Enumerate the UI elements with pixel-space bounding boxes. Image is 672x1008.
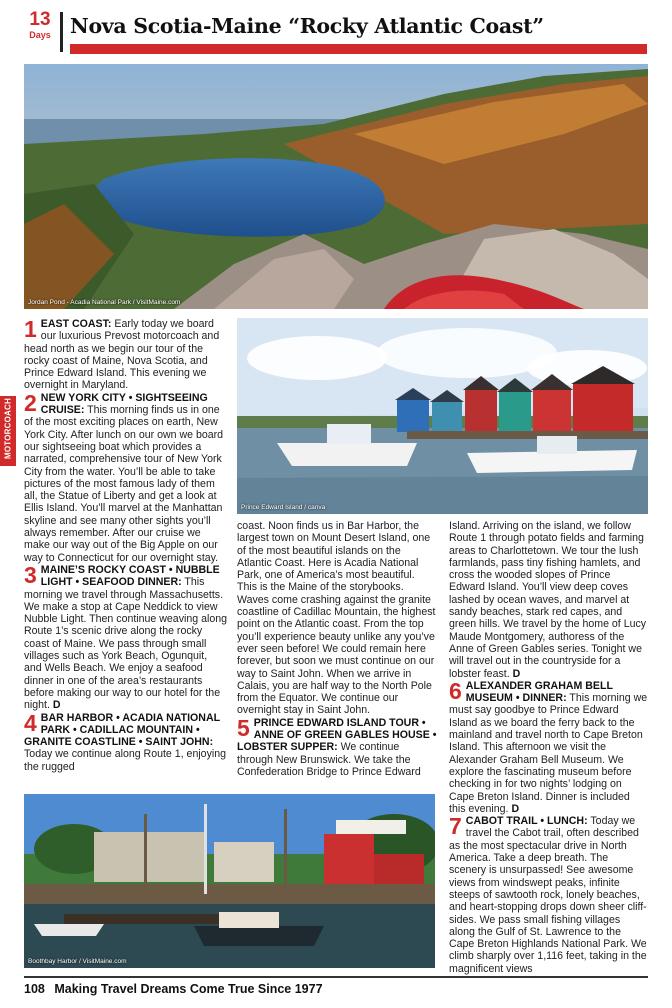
day-title: NEW YORK CITY • SIGHTSEEING CRUISE: [40,391,208,417]
day-5-continued [449,520,648,680]
day-7 [449,815,648,975]
day-number: 7 [449,813,462,840]
day-number: 1 [24,316,37,342]
day-number: 5 [237,714,250,741]
day-4-continued [237,520,437,717]
day-body-cont: Island. Arriving on the island, we follow Route 1 through potato fields and farming areas to Charlottetown. We tour the lush farmlands, pass tiny fishing hamlets, and cross the wooded slopes of Prince Edward Island. You’ll view deep coves lashed by ocean waves, and marvel at sandy beaches, stark red capes, and green hills. We travel by the home of Lucy Maude Montgomery, authoress of the Anne of Green Gables series. Tonight we will travel out in the countryside for a lobster feast. [449,520,647,680]
day-4 [24,709,227,773]
day-body-cont: coast. Noon finds us in Bar Harbor, the largest town on Mount Desert Island, one of the most beautiful islands on the Atlantic Coast. Here is Acadia National Park, one of America’s most beautiful. This is the Maine of the storybooks. Waves come crashing against the granite coastline of Cadillac Mountain, the highest point on the Atlantic coast. From the top you’ll experience beauty unlike any you’ve ever seen before! We could remain here forever, but soon we must continue on our way to Saint John. When we arrive in Calais, you are half way to the North Pole from the Equator. We continue our overnight stay in Saint John. [237,520,436,717]
day-6 [449,677,648,815]
itinerary-column-2 [237,520,437,778]
day-body-start: We continue through New Brunswick. We take the Confederation Bridge to Prince Edward [237,741,421,778]
header-divider [60,12,63,52]
day-title: MAINE’S ROCKY COAST • NUBBLE LIGHT • SEAFOOD DINNER: [40,563,220,589]
page-number: 108 [24,982,45,996]
day-title: PRINCE EDWARD ISLAND TOUR • ANNE OF GREEN GABLES HOUSE • LOBSTER SUPPER: [237,716,437,754]
meal-code: D [52,699,61,712]
day-5 [237,714,437,778]
day-title: BAR HARBOR • ACADIA NATIONAL PARK • CADILLAC MOUNTAIN • GRANITE COASTLINE • SAINT JOHN: [24,711,220,749]
day-body: This morning we travel through Massachusetts. We make a stop at Cape Neddick to view Nubble Light. Then continue weaving along Route 1’s scenic drive along the rocky coast of Maine. We pass through small villages such as York Beach, Ogunquit, and Wells Beach. We enjoy a seafood dinner in one of the area’s restaurants before making our way to our hotel for the night. [24,576,227,712]
day-title: EAST COAST: [40,318,112,330]
side-tab-label: MOTORCOACH [3,398,13,459]
photo-prince-edward-island [237,318,648,514]
day-body-start: Today we continue along Route 1, enjoying the rugged [24,748,227,773]
days-label: Days [29,30,51,40]
day-number: 6 [449,677,462,704]
itinerary-column-3 [449,520,648,975]
days-number: 13 [29,9,51,30]
photo-boothbay-harbor [24,794,435,968]
footer-rule [24,976,648,978]
category-side-tab [0,396,16,466]
itinerary-column-1 [24,318,227,773]
footer-slogan: Making Travel Dreams Come True Since 1977 [54,982,323,996]
photo-caption: Boothbay Harbor / VisitMaine.com [28,958,127,965]
day-1 [24,318,227,392]
day-title: ALEXANDER GRAHAM BELL MUSEUM • DINNER: [465,679,613,705]
day-number: 2 [24,389,37,416]
day-body: Today we travel the Cabot trail, often described as the most spectacular drive in North America. Take a deep breath. The scenery is unsurpassed! See awesome views from windswept peaks, infinite steeps of sawtooth rock, lonely beaches, and heart-stopping drops down sheer cliff-sides. We pass small fishing villages along the Gulf of St. Lawrence to the Cape Breton Highlands National Park. We climb sharply over 1,116 feet, taking in the magnificent views [449,815,647,975]
day-body: Early today we board our luxurious Prevost motorcoach and head north as we begin our tour of the rocky coast of Maine, Nova Scotia, and Prince Edward Island. This evening we overnight in Maryland. [24,318,220,392]
header-red-rule [70,44,647,54]
photo-caption: Prince Edward Island / canva [241,504,326,511]
meal-code: D [511,802,520,815]
meal-code: D [512,667,521,680]
day-title: CABOT TRAIL • LUNCH: [465,815,588,828]
duration-badge [24,10,56,40]
day-body: This morning finds us in one of the most exciting places on earth, New York City. After lunch on our own we board our sightseeing boat which provides a narrated, comprehensive tour of New York City from the water. You’ll be able to take pictures of the most famous lady of them all, the Statue of Liberty and get a look at Ellis Island. You’ll marvel at the Manhattan skyline and see many other sights you’ll always remember. After our cruise we make our way out of the Big Apple on our way to Connecticut for our overnight stay. [24,404,224,564]
photo-caption: Jordan Pond - Acadia National Park / VisitMaine.com [28,299,181,306]
day-3 [24,561,227,712]
day-number: 3 [24,561,37,588]
page-title: Nova Scotia-Maine “Rocky Atlantic Coast” [70,14,544,38]
day-body: This morning we must say goodbye to Prince Edward Island as we board the ferry back to the mainland and travel north to Cape Breton Island. This afternoon we visit the Alexander Graham Bell Museum. We explore the fascinating museum before checking in for two nights’ lodging on Cape Breton Island. Dinner is included this evening. [449,692,648,815]
footer [24,982,323,996]
day-2 [24,389,227,564]
day-number: 4 [24,709,37,736]
photo-jordan-pond [24,64,648,309]
